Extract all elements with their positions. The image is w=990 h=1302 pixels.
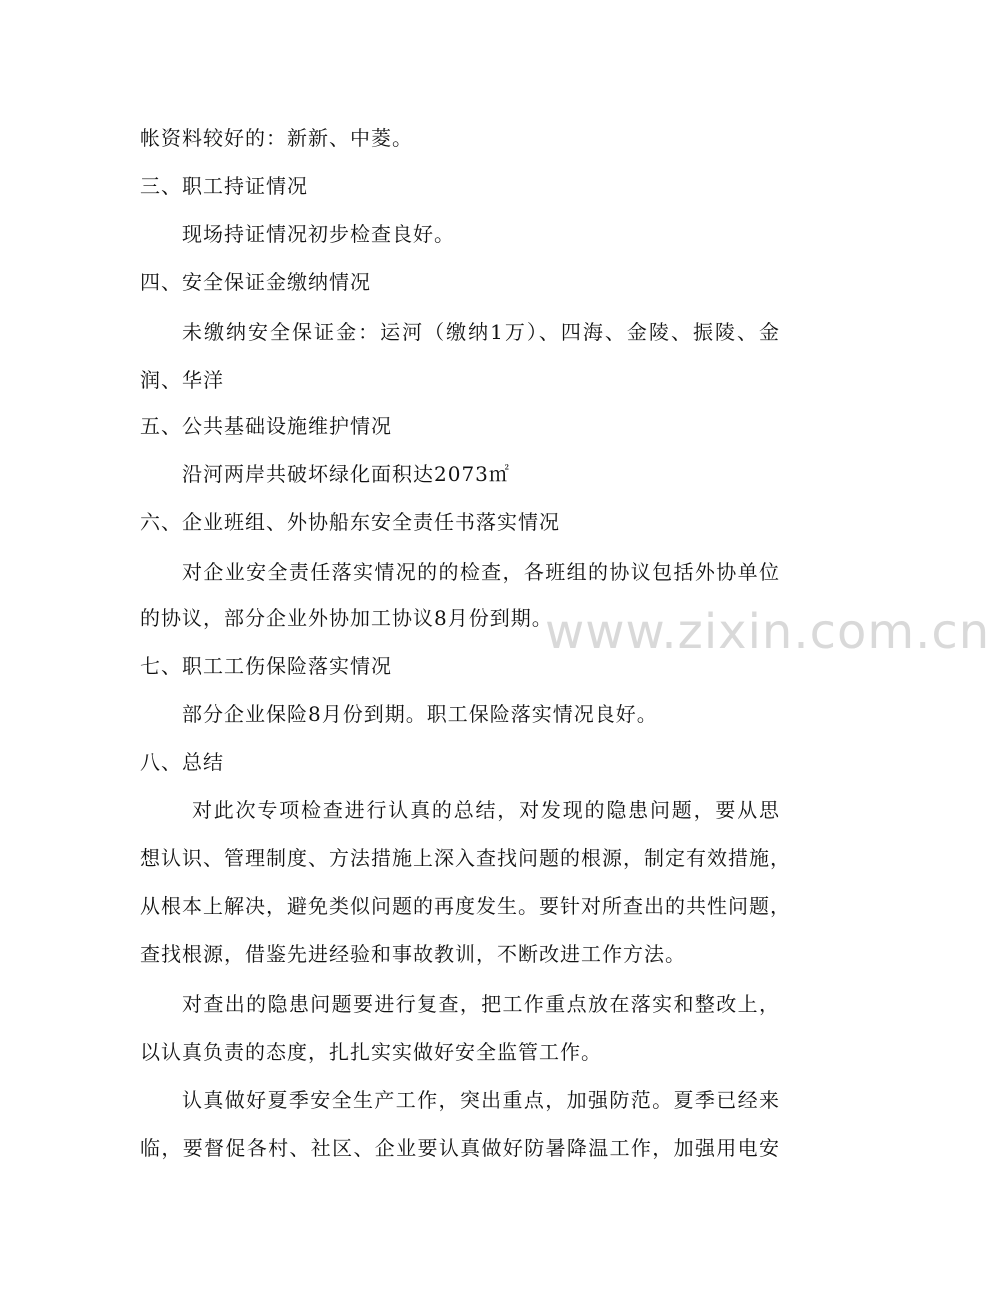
watermark: www.zixin.com.cn bbox=[545, 604, 990, 660]
section-heading: 三、职工持证情况 bbox=[140, 174, 308, 198]
section-heading: 四、安全保证金缴纳情况 bbox=[140, 270, 371, 294]
section-heading: 七、职工工伤保险落实情况 bbox=[140, 654, 392, 678]
body-line: 以认真负责的态度，扎扎实实做好安全监管工作。 bbox=[140, 1040, 602, 1064]
body-line: 帐资料较好的：新新、中菱。 bbox=[140, 126, 413, 150]
body-line: 对企业安全责任落实情况的的检查，各班组的协议包括外协单位 bbox=[182, 560, 780, 584]
body-line: 查找根源，借鉴先进经验和事故教训，不断改进工作方法。 bbox=[140, 942, 686, 966]
body-line: 部分企业保险8月份到期。职工保险落实情况良好。 bbox=[182, 702, 658, 726]
section-heading: 五、公共基础设施维护情况 bbox=[140, 414, 392, 438]
section-heading: 八、总结 bbox=[140, 750, 224, 774]
body-line: 对此次专项检查进行认真的总结，对发现的隐患问题，要从思 bbox=[192, 798, 780, 822]
body-line: 从根本上解决，避免类似问题的再度发生。要针对所查出的共性问题， bbox=[140, 894, 791, 918]
body-line: 润、华洋 bbox=[140, 368, 224, 392]
body-line: 的协议，部分企业外协加工协议8月份到期。 bbox=[140, 606, 553, 630]
body-line: 临，要督促各村、社区、企业要认真做好防暑降温工作，加强用电安 bbox=[140, 1136, 780, 1160]
body-line: 想认识、管理制度、方法措施上深入查找问题的根源，制定有效措施， bbox=[140, 846, 791, 870]
body-line: 沿河两岸共破坏绿化面积达2073㎡ bbox=[182, 462, 510, 486]
body-line: 对查出的隐患问题要进行复查，把工作重点放在落实和整改上， bbox=[182, 992, 780, 1016]
body-line: 未缴纳安全保证金：运河（缴纳1万）、四海、金陵、振陵、金 bbox=[182, 320, 780, 344]
body-line: 现场持证情况初步检查良好。 bbox=[182, 222, 455, 246]
body-line: 认真做好夏季安全生产工作，突出重点，加强防范。夏季已经来 bbox=[182, 1088, 780, 1112]
section-heading: 六、企业班组、外协船东安全责任书落实情况 bbox=[140, 510, 560, 534]
